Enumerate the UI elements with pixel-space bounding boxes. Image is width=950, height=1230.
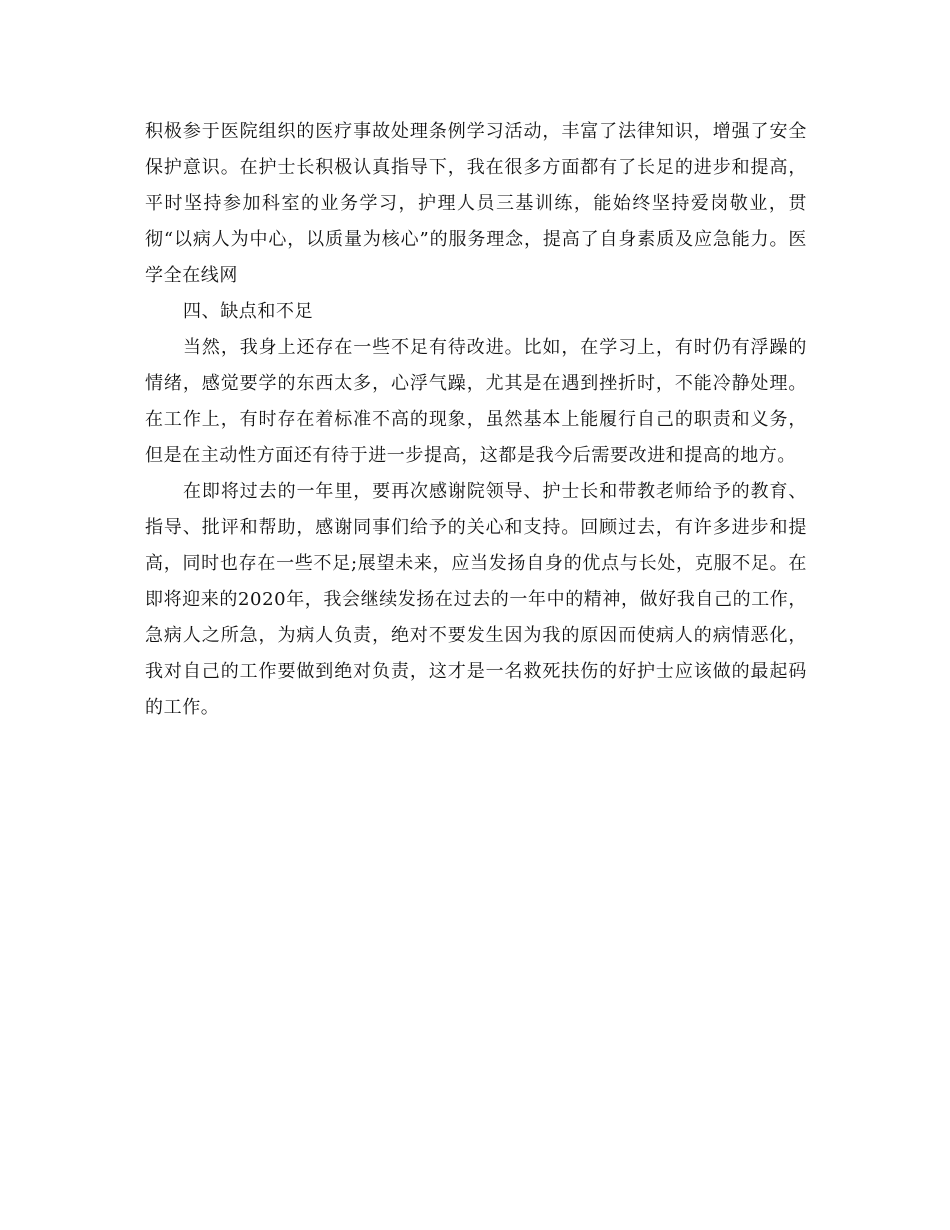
paragraph-intro: 积极参于医院组织的医疗事故处理条例学习活动，丰富了法律知识，增强了安全保护意识。在护士长积极认真指导下，我在很多方面都有了长足的进步和提高，平时坚持参加科室的业务学习，护理人员三基训练，能始终坚持爱岗敬业，贯彻“以病人为中心，以质量为核心”的服务理念，提高了自身素质及应急能力。医学全在线网 [145,121,807,286]
section-heading-shortcomings: 四、缺点和不足 [183,301,314,322]
paragraph-shortcomings: 当然，我身上还存在一些不足有待改进。比如，在学习上，有时仍有浮躁的情绪，感觉要学的东西太多，心浮气躁，尤其是在遇到挫折时，不能冷静处理。在工作上，有时存在着标准不高的现象，虽然基本上能履行自己的职责和义务，但是在主动性方面还有待于进一步提高，这都是我今后需要改进和提高的地方。 [145,337,807,466]
paragraph-conclusion: 在即将过去的一年里，要再次感谢院领导、护士长和带教老师给予的教育、指导、批评和帮助，感谢同事们给予的关心和支持。回顾过去，有许多进步和提高，同时也存在一些不足;展望未来，应当发扬自身的优点与长处，克服不足。在即将迎来的2020年，我会继续发扬在过去的一年中的精神，做好我自己的工作，急病人之所急，为病人负责，绝对不要发生因为我的原因而使病人的病情恶化，我对自己的工作要做到绝对负责，这才是一名救死扶伤的好护士应该做的最起码的工作。 [145,481,808,718]
document-body [145,114,807,726]
